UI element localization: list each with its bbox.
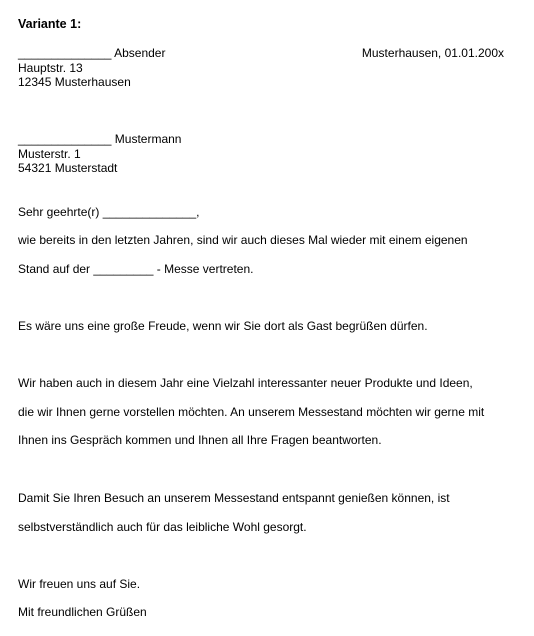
recipient-street: Musterstr. 1 bbox=[18, 147, 81, 161]
closing-line-2: Mit freundlichen Grüßen bbox=[18, 605, 147, 619]
variant-heading: Variante 1: bbox=[18, 17, 82, 31]
paragraph-4-line-1: Damit Sie Ihren Besuch an unserem Messestand entspannt genießen können, ist bbox=[18, 491, 450, 505]
paragraph-1-line-2: Stand auf der _________ - Messe vertreten. bbox=[18, 262, 254, 276]
paragraph-2-line-1: Es wäre uns eine große Freude, wenn wir Sie dort als Gast begrüßen dürfen. bbox=[18, 319, 428, 333]
closing-line-1: Wir freuen uns auf Sie. bbox=[18, 577, 141, 591]
sender-street: Hauptstr. 13 bbox=[18, 61, 83, 75]
paragraph-3-line-1: Wir haben auch in diesem Jahr eine Vielzahl interessanter neuer Produkte und Ideen, bbox=[18, 376, 473, 390]
sender-name-line: ______________ Absender bbox=[18, 46, 166, 60]
paragraph-3-line-3: Ihnen ins Gespräch kommen und Ihnen all Ihre Fragen beantworten. bbox=[18, 433, 382, 447]
sender-city: 12345 Musterhausen bbox=[18, 75, 131, 89]
paragraph-4-line-2: selbstverständlich auch für das leibliche Wohl gesorgt. bbox=[18, 520, 307, 534]
recipient-name-line: ______________ Mustermann bbox=[18, 132, 182, 146]
recipient-city: 54321 Musterstadt bbox=[18, 161, 118, 175]
place-date: Musterhausen, 01.01.200x bbox=[361, 46, 504, 60]
salutation: Sehr geehrte(r) ______________, bbox=[18, 205, 200, 219]
paragraph-3-line-2: die wir Ihnen gerne vorstellen möchten. An unserem Messestand möchten wir gerne mit bbox=[18, 405, 485, 419]
paragraph-1-line-1: wie bereits in den letzten Jahren, sind wir auch dieses Mal wieder mit einem eigenen bbox=[18, 233, 468, 247]
